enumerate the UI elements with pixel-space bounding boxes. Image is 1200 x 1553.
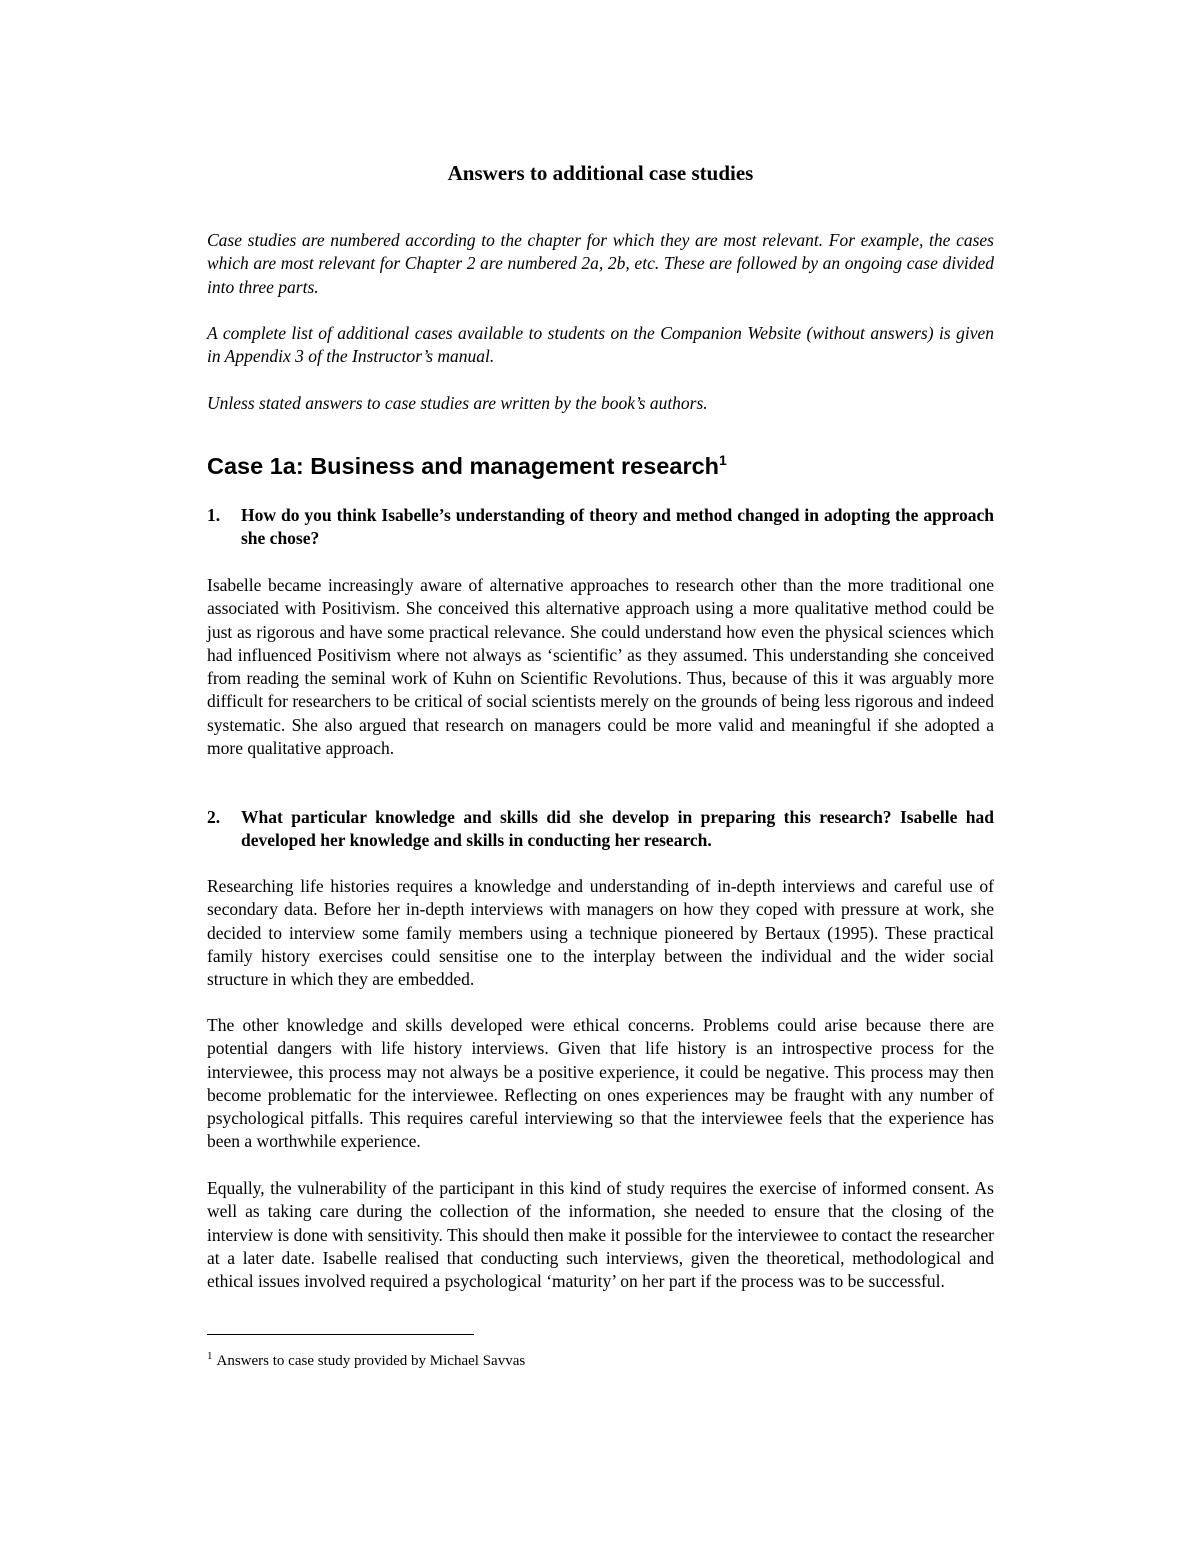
document-title: Answers to additional case studies: [447, 161, 754, 185]
question-text: How do you think Isabelle’s understanding of theory and method changed in adopting the approach she chose?: [241, 505, 994, 549]
footnote-text: Answers to case study provided by Michael Savvas: [216, 1353, 526, 1369]
question-number: 2.: [207, 807, 221, 827]
case-heading-text: Case 1a: Business and management research: [207, 453, 720, 479]
footnote-marker: 1: [207, 1350, 213, 1362]
footnote: [207, 1346, 525, 1371]
answer-paragraph: Equally, the vulnerability of the participant in this kind of study requires the exercise of informed consent. As well as taking care during the collection of the information, she needed to ensure that the closing of the interview is done with sensitivity. This should then make it possible for the interviewee to contact the researcher at a later date. Isabelle realised that conducting such interviews, given the theoretical, methodological and ethical issues involved required a psychological ‘maturity’ on her part if the process was to be successful.: [207, 1178, 994, 1292]
case-heading: [207, 449, 727, 483]
intro-paragraph: Unless stated answers to case studies are written by the book’s authors.: [207, 393, 708, 414]
question-number: 1.: [207, 505, 221, 525]
question-2: [207, 806, 994, 853]
intro-section: [207, 229, 994, 439]
question-1: [207, 504, 994, 551]
footnote-reference: 1: [719, 452, 727, 469]
footnote-separator: [207, 1334, 474, 1335]
intro-paragraph: A complete list of additional cases available to students on the Companion Website (without answers) is given in Appendix 3 of the Instructor’s manual.: [207, 323, 994, 367]
answer-paragraph: Researching life histories requires a knowledge and understanding of in-depth interviews and careful use of secondary data. Before her in-depth interviews with managers on how they coped with pressure at work, she decided to interview some family members using a technique pioneered by Bertaux (1995). These practical family history exercises could sensitise one to the interplay between the individual and the wider social structure in which they are embedded.: [207, 876, 994, 990]
question-text: What particular knowledge and skills did she develop in preparing this research? Isabelle had developed her knowledge and skills in conducting her research.: [241, 807, 994, 851]
answer-paragraph: The other knowledge and skills developed were ethical concerns. Problems could arise because there are potential dangers with life history interviews. Given that life history is an introspective process for the interviewee, this process may not always be a positive experience, it could be negative. This process may then become problematic for the interviewee. Reflecting on ones experiences may be fraught with any number of psychological pitfalls. This requires careful interviewing so that the interviewee feels that the experience has been a worthwhile experience.: [207, 1015, 994, 1152]
answer-paragraph: Isabelle became increasingly aware of alternative approaches to research other than the more traditional one associated with Positivism. She conceived this alternative approach using a more qualitative method could be just as rigorous and have some practical relevance. She could understand how even the physical sciences which had influenced Positivism where not always as ‘scientific’ as they assumed. This understanding she conceived from reading the seminal work of Kuhn on Scientific Revolutions. Thus, because of this it was arguably more difficult for researchers to be critical of social scientists merely on the grounds of being less rigorous and indeed systematic. She also argued that research on managers could be more valid and meaningful if she adopted a more qualitative approach.: [207, 575, 994, 759]
intro-paragraph: Case studies are numbered according to the chapter for which they are most relevant. For example, the cases which are most relevant for Chapter 2 are numbered 2a, 2b, etc. These are followed by an ongoing case divided into three parts.: [207, 230, 994, 297]
